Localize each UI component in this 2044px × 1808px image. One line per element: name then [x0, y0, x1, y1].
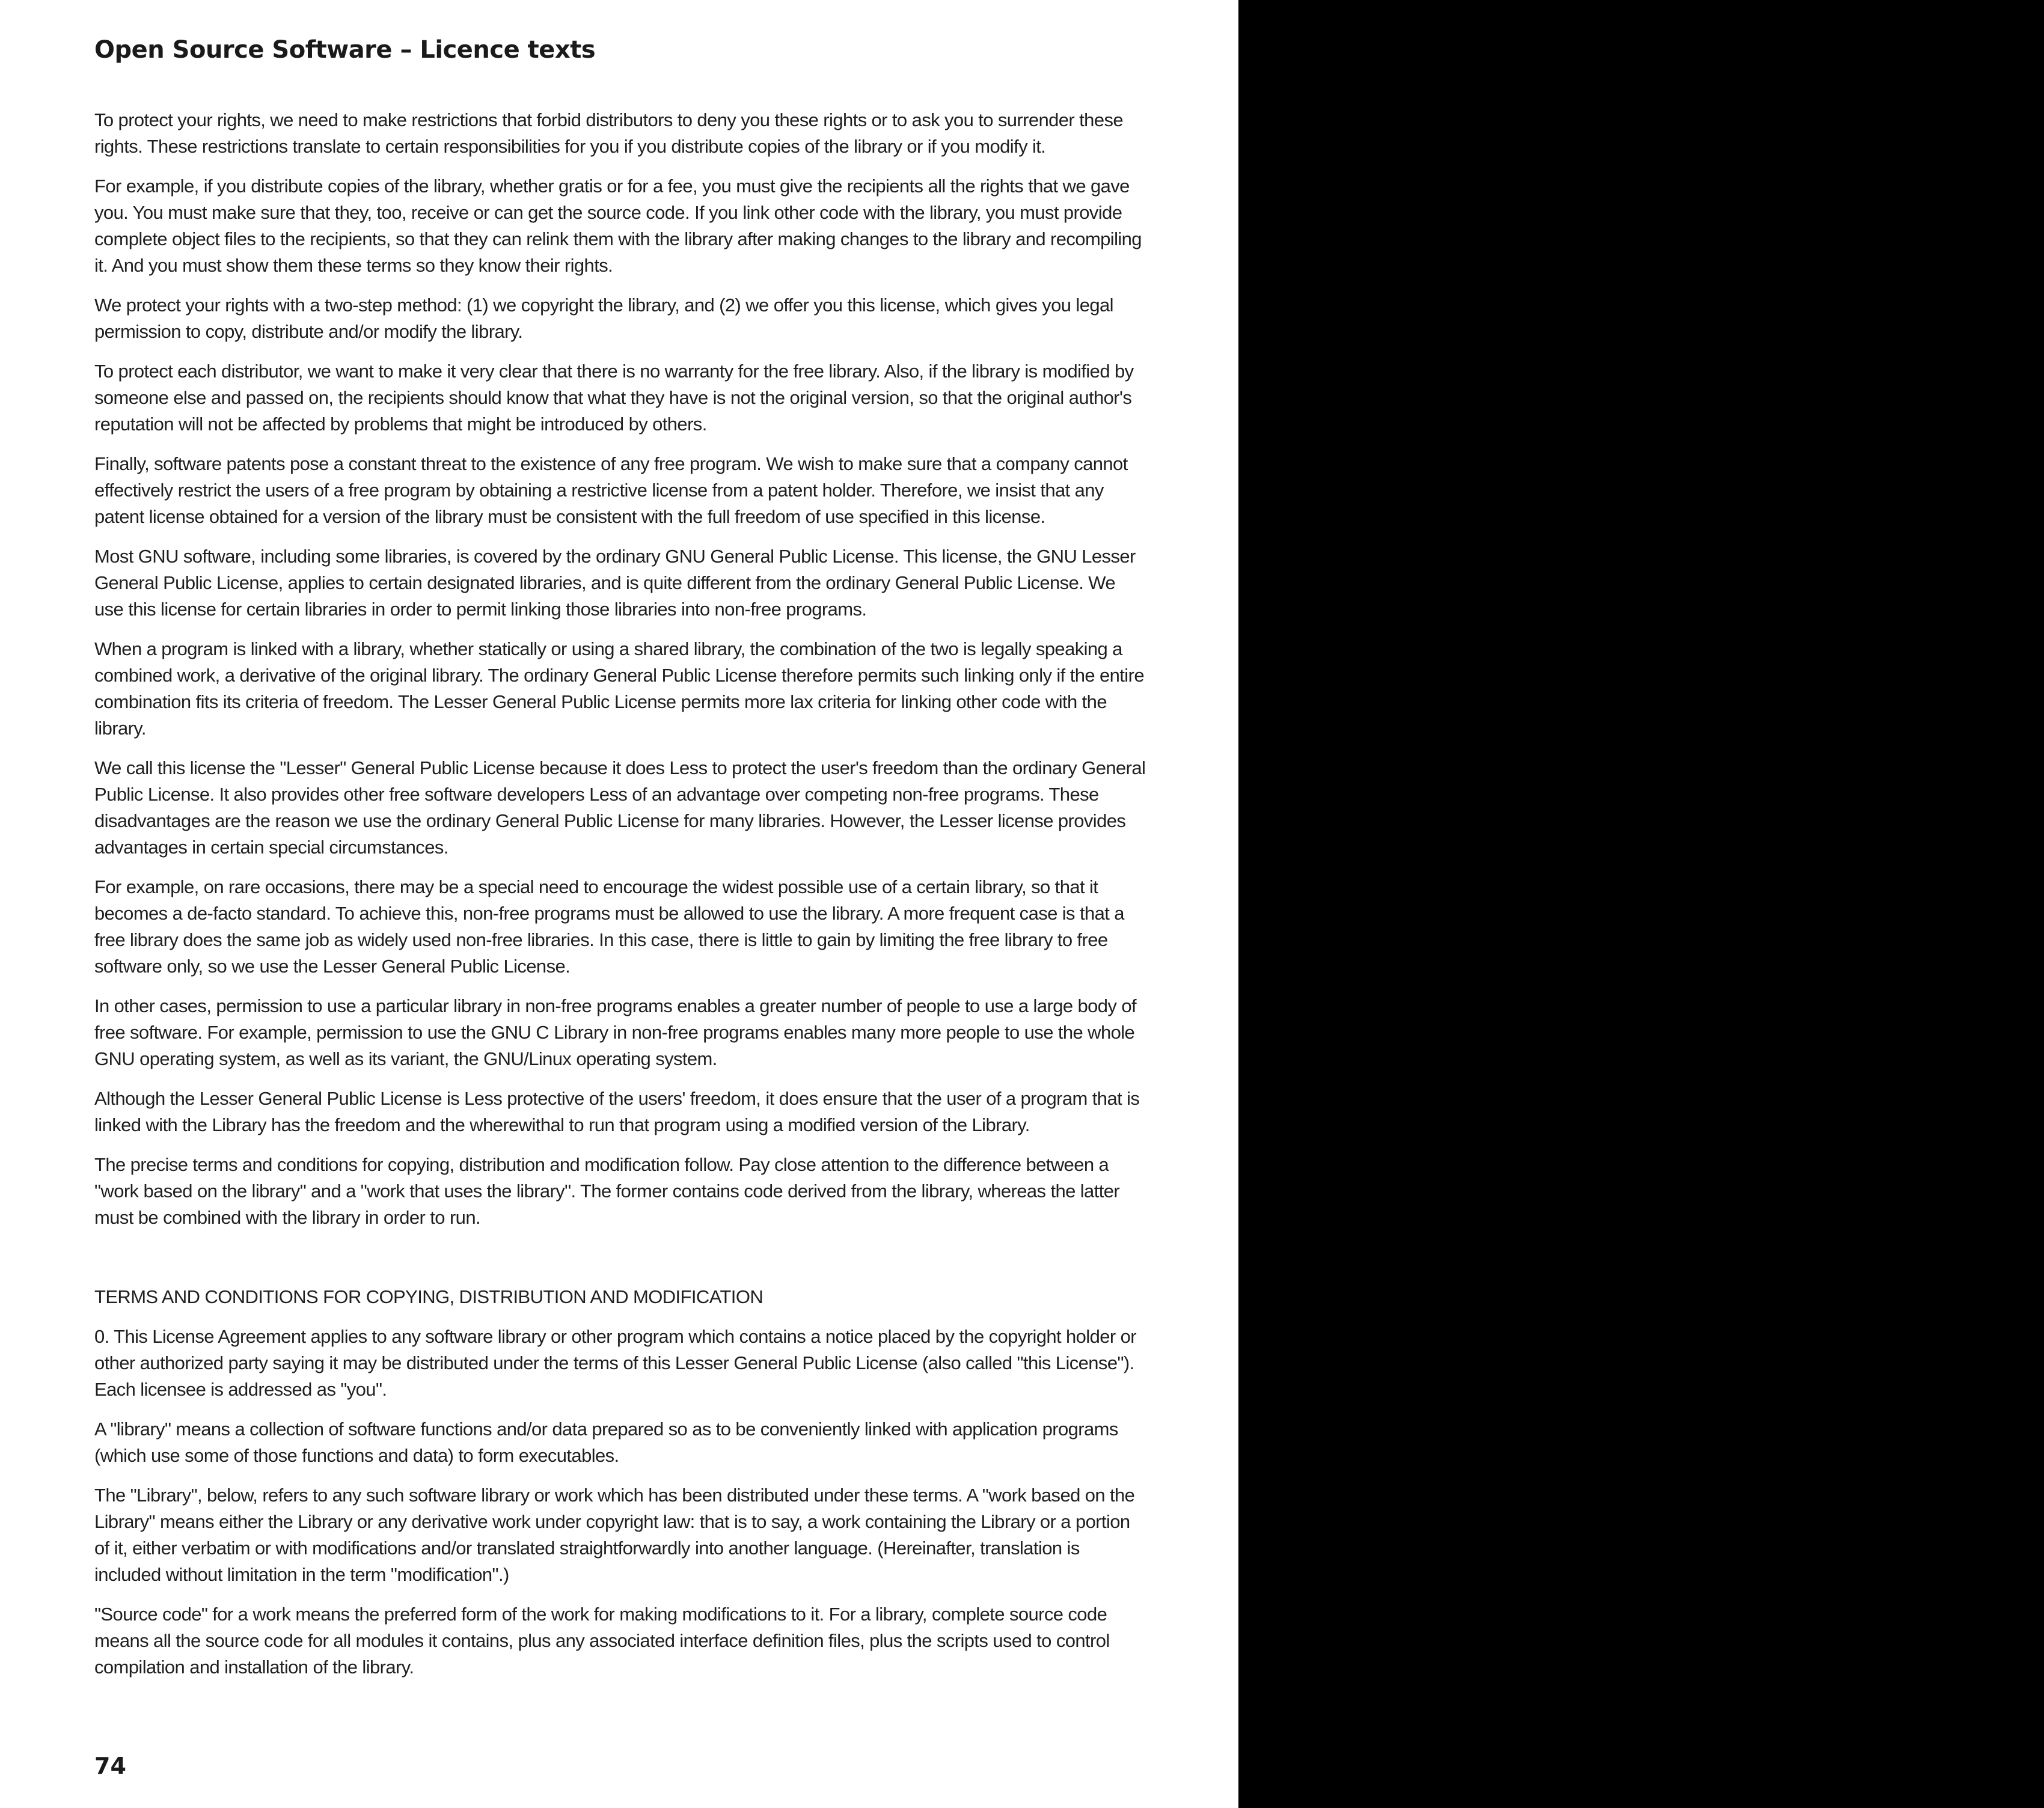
- paragraph-1: For example, if you distribute copies of the library, whether gratis or for a fee, you must give the recipients all the rights that we gave you. You must make sure that they, too, receive or can get the source code. If you link other code with the library, you must provide complete object files to the recipients, so that they can relink them with the library after making changes to the library and recompiling it. And you must show them these terms so they know their rights.: [94, 176, 1142, 276]
- paragraph-11: The precise terms and conditions for copying, distribution and modification follow. Pay close attention to the difference between a "work based on the library" and a "work that uses the library". The former contains code derived from the library, whereas the latter must be combined with the library in order to run.: [94, 1154, 1120, 1228]
- terms-paragraph-2: The "Library", below, refers to any such software library or work which has been distributed under these terms. A "work based on the Library" means either the Library or any derivative work under copyright law: that is to say, a work containing the Library or a portion of it, either verbatim or with modifications and/or translated straightforwardly into another language. (Hereinafter, translation is included without limitation in the term "modification".): [94, 1485, 1135, 1585]
- page-title: Open Source Software – Licence texts: [94, 36, 596, 64]
- page-number: 74: [94, 1753, 126, 1779]
- paragraph-10: Although the Lesser General Public License is Less protective of the users' freedom, it does ensure that the user of a program that is linked with the Library has the freedom and the wherewithal to run that program using a modified version of the Library.: [94, 1088, 1140, 1135]
- paragraph-3: To protect each distributor, we want to make it very clear that there is no warranty for the free library. Also, if the library is modified by someone else and passed on, the recipients should know that what they have is not the original version, so that the original author's reputation will not be affected by problems that might be introduced by others.: [94, 361, 1134, 435]
- paragraph-0: To protect your rights, we need to make restrictions that forbid distributors to deny you these rights or to ask you to surrender these rights. These restrictions translate to certain responsibilities for you if you distribute copies of the library or if you modify it.: [94, 109, 1124, 157]
- paragraph-8: For example, on rare occasions, there may be a special need to encourage the widest possible use of a certain library, so that it becomes a de-facto standard. To achieve this, non-free programs must be allowed to use the library. A more frequent case is that a free library does the same job as widely used non-free libraries. In this case, there is little to gain by limiting the free library to free software only, so we use the Lesser General Public License.: [94, 876, 1124, 977]
- paragraph-7: We call this license the "Lesser" General Public License because it does Less to protect the user's freedom than the ordinary General Public License. It also provides other free software developers Less of an advantage over competing non-free programs. These disadvantages are the reason we use the ordinary General Public License for many libraries. However, the Lesser license provides advantages in certain special circumstances.: [94, 757, 1146, 858]
- terms-paragraph-1: A "library" means a collection of software functions and/or data prepared so as to be conveniently linked with application programs (which use some of those functions and data) to form executables.: [94, 1419, 1118, 1466]
- terms-paragraph-0: 0. This License Agreement applies to any software library or other program which contains a notice placed by the copyright holder or other authorized party saying it may be distributed under the terms of this Lesser General Public License (also called "this License"). Each licensee is addressed as "you".: [94, 1326, 1136, 1400]
- paragraph-9: In other cases, permission to use a particular library in non-free programs enables a greater number of people to use a large body of free software. For example, permission to use the GNU C Library in non-free programs enables many more people to use the whole GNU operating system, as well as its variant, the GNU/Linux operating system.: [94, 995, 1136, 1069]
- paragraph-6: When a program is linked with a library, whether statically or using a shared library, the combination of the two is legally speaking a combined work, a derivative of the original library. The ordinary General Public License therefore permits such linking only if the entire combination fits its criteria of freedom. The Lesser General Public License permits more lax criteria for linking other code with the library.: [94, 638, 1144, 739]
- black-background-panel: [1238, 0, 2044, 1808]
- paragraph-4: Finally, software patents pose a constant threat to the existence of any free program. We wish to make sure that a company cannot effectively restrict the users of a free program by obtaining a restrictive license from a patent holder. Therefore, we insist that any patent license obtained for a version of the library must be consistent with the full freedom of use specified in this license.: [94, 453, 1128, 527]
- license-body: [94, 107, 1148, 1694]
- paragraph-2: We protect your rights with a two-step method: (1) we copyright the library, and (2) we offer you this license, which gives you legal permission to copy, distribute and/or modify the library.: [94, 295, 1113, 342]
- paragraph-5: Most GNU software, including some libraries, is covered by the ordinary GNU General Public License. This license, the GNU Lesser General Public License, applies to certain designated libraries, and is quite different from the ordinary General Public License. We use this license for certain libraries in order to permit linking those libraries into non-free programs.: [94, 546, 1136, 620]
- terms-paragraph-3: "Source code" for a work means the preferred form of the work for making modifications to it. For a library, complete source code means all the source code for all modules it contains, plus any associated interface definition files, plus the scripts used to control compilation and installation of the library.: [94, 1604, 1110, 1678]
- section-heading: TERMS AND CONDITIONS FOR COPYING, DISTRIBUTION AND MODIFICATION: [94, 1286, 763, 1307]
